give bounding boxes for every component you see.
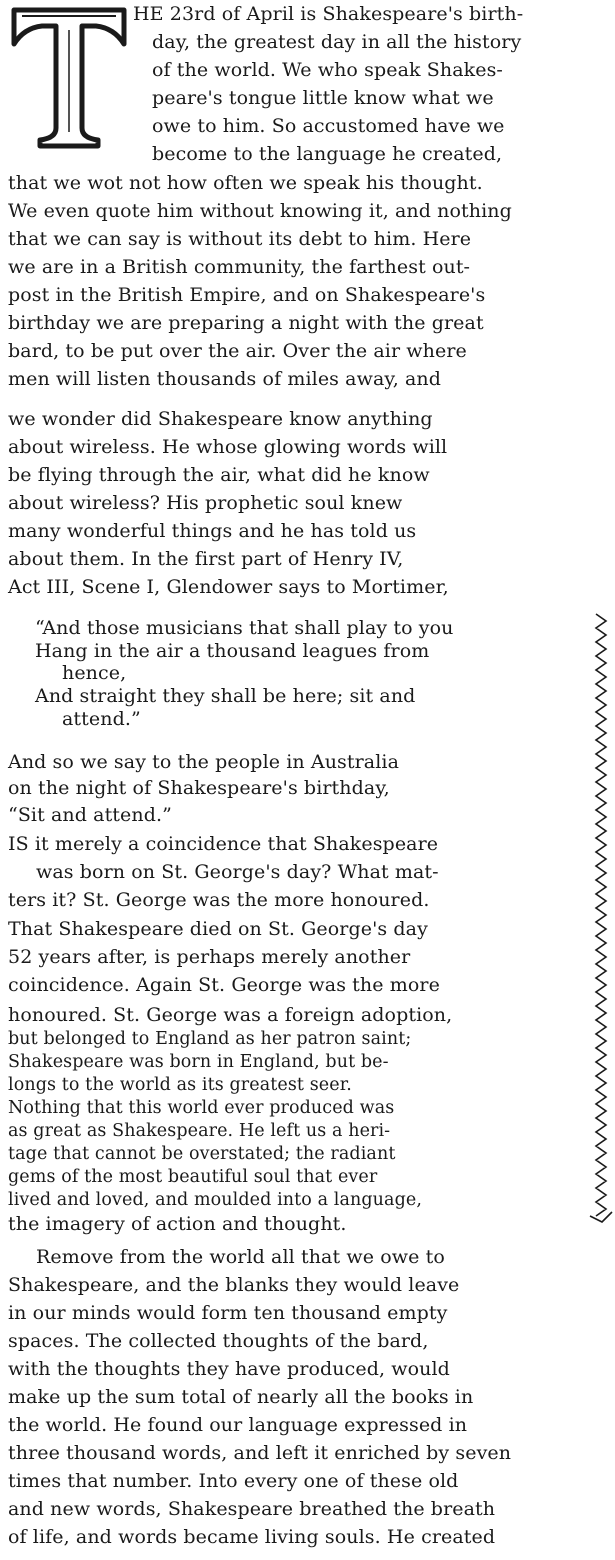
text-line: that we can say is without its debt to him. Here <box>8 228 472 250</box>
text-line: we are in a British community, the farthest out- <box>8 256 471 278</box>
text-line: of life, and words became living souls. He created <box>8 1526 496 1548</box>
text-line: ters it? St. George was the more honoured. <box>8 889 430 911</box>
quote-line: And straight they shall be here; sit and <box>35 685 416 707</box>
text-line: HE 23rd of April is Shakespeare's birth- <box>133 3 524 25</box>
text-line: day, the greatest day in all the history <box>152 31 522 53</box>
text-line: we wonder did Shakespeare know anything <box>8 408 433 430</box>
quote-line: Hang in the air a thousand leagues from <box>35 640 430 662</box>
text-line: times that number. Into every one of these old <box>8 1470 459 1492</box>
text-line: birthday we are preparing a night with the great <box>8 312 484 334</box>
text-line: the imagery of action and thought. <box>8 1213 347 1235</box>
text-line: and new words, Shakespeare breathed the breath <box>8 1498 496 1520</box>
text-line: Shakespeare, and the blanks they would leave <box>8 1274 460 1296</box>
text-line: coincidence. Again St. George was the more <box>8 974 440 996</box>
text-line: We even quote him without knowing it, and nothing <box>8 200 512 222</box>
text-line: make up the sum total of nearly all the books in <box>8 1386 474 1408</box>
quote-line: “And those musicians that shall play to you <box>35 617 454 639</box>
paragraph-opening-line: Remove from the world all that we owe to <box>36 1246 445 1268</box>
text-line: about them. In the first part of Henry IV, <box>8 548 404 570</box>
text-line: but belonged to England as her patron saint; <box>8 1029 412 1049</box>
text-line: many wonderful things and he has told us <box>8 520 417 542</box>
section-opening-line: IS it merely a coincidence that Shakespeare <box>8 833 439 855</box>
text-line: that we wot not how often we speak his thought. <box>8 172 483 194</box>
text-line: longs to the world as its greatest seer. <box>8 1075 352 1095</box>
text-line: with the thoughts they have produced, would <box>8 1358 450 1380</box>
text-line: gems of the most beautiful soul that ever <box>8 1167 378 1187</box>
text-line: spaces. The collected thoughts of the bard, <box>8 1330 429 1352</box>
text-line: owe to him. So accustomed have we <box>152 115 505 137</box>
text-line: become to the language he created, <box>152 143 503 165</box>
text-line: of the world. We who speak Shakes- <box>152 59 503 81</box>
text-line: was born on St. George's day? What mat- <box>36 861 439 883</box>
quote-line: hence, <box>62 662 127 684</box>
text-line: bard, to be put over the air. Over the air where <box>8 340 467 362</box>
drop-cap-T <box>8 4 130 150</box>
text-line: as great as Shakespeare. He left us a heri- <box>8 1121 391 1141</box>
drop-cap-letter-graphic <box>8 4 130 150</box>
text-line: And so we say to the people in Australia <box>8 751 400 773</box>
text-line: Shakespeare was born in England, but be- <box>8 1052 389 1072</box>
text-line: honoured. St. George was a foreign adoption, <box>8 1004 453 1026</box>
text-line: Nothing that this world ever produced was <box>8 1098 395 1118</box>
text-line: “Sit and attend.” <box>8 804 172 826</box>
text-line: about wireless. He whose glowing words will <box>8 436 448 458</box>
text-line: three thousand words, and left it enriched by seven <box>8 1442 512 1464</box>
text-line: post in the British Empire, and on Shakespeare's <box>8 284 486 306</box>
text-line: tage that cannot be overstated; the radiant <box>8 1144 396 1164</box>
text-line: Act III, Scene I, Glendower says to Mortimer, <box>8 576 449 598</box>
text-line: peare's tongue little know what we <box>152 87 494 109</box>
text-line: men will listen thousands of miles away, and <box>8 368 441 390</box>
text-line: That Shakespeare died on St. George's day <box>8 918 428 940</box>
text-line: be flying through the air, what did he know <box>8 464 430 486</box>
text-line: lived and loved, and moulded into a language, <box>8 1190 422 1210</box>
text-line: the world. He found our language expressed in <box>8 1414 468 1436</box>
decorative-column-rule <box>588 612 614 1228</box>
wavy-rule-graphic <box>588 612 614 1228</box>
quote-line: attend.” <box>62 708 141 730</box>
text-line: on the night of Shakespeare's birthday, <box>8 777 390 799</box>
text-line: in our minds would form ten thousand empty <box>8 1302 448 1324</box>
text-line: 52 years after, is perhaps merely another <box>8 946 411 968</box>
text-line: about wireless? His prophetic soul knew <box>8 492 403 514</box>
